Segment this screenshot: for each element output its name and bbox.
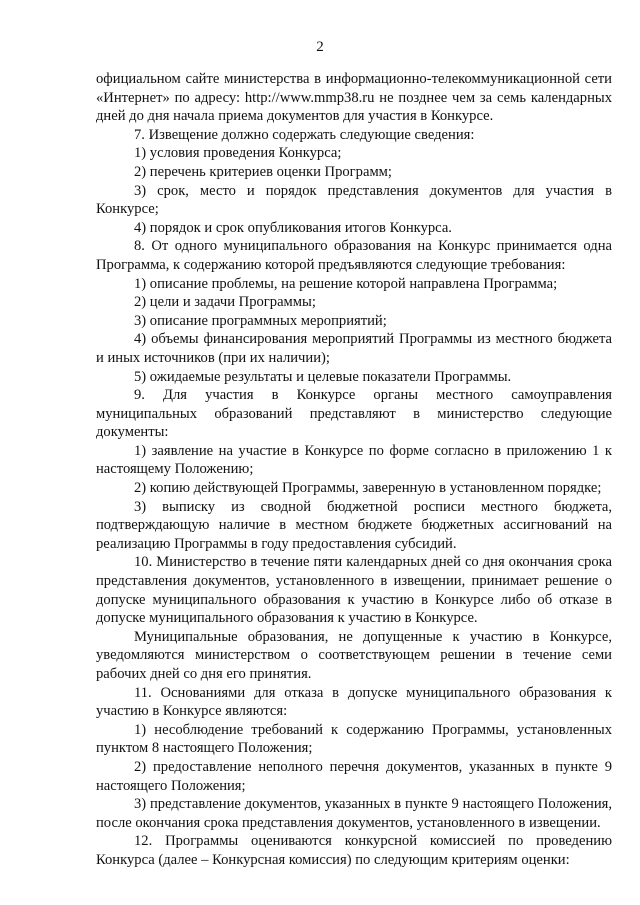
paragraph: 9. Для участия в Конкурсе органы местного самоуправления муниципальных образований представляют в министерство следующие документы: bbox=[96, 387, 612, 441]
paragraph: 2) цели и задачи Программы; bbox=[134, 294, 316, 311]
paragraph: официальном сайте министерства в информационно-телекоммуникационной сети «Интернет» по адресу: http://www.mmp38.ru не позднее чем за семь календарных дней до дня начала приема документов для участия в Конкурсе. bbox=[96, 71, 612, 125]
paragraph: 4) порядок и срок опубликования итогов Конкурса. bbox=[134, 219, 452, 236]
paragraph: 3) выписку из сводной бюджетной росписи местного бюджета, подтверждающую наличие в местном бюджете бюджетных ассигнований на реализацию Программы в году предоставления субсидий. bbox=[96, 498, 612, 552]
paragraph: 3) срок, место и порядок представления документов для участия в Конкурсе; bbox=[96, 182, 612, 218]
paragraph: Муниципальные образования, не допущенные к участию в Конкурсе, уведомляются министерством о соответствующем решении в течение семи рабочих дней со дня его принятия. bbox=[96, 628, 612, 682]
paragraph: 5) ожидаемые результаты и целевые показатели Программы. bbox=[134, 368, 512, 385]
paragraph: 8. От одного муниципального образования на Конкурс принимается одна Программа, к содержанию которой предъявляются следующие требования: bbox=[96, 238, 612, 273]
paragraph: 11. Основаниями для отказа в допуске муниципального образования к участию в Конкурсе являются: bbox=[96, 684, 612, 720]
paragraph: 3) описание программных мероприятий; bbox=[134, 312, 387, 329]
paragraph: 12. Программы оцениваются конкурсной комиссией по проведению Конкурса (далее – Конкурсная комиссия) по следующим критериям оценки: bbox=[96, 833, 612, 868]
paragraph: 1) несоблюдение требований к содержанию Программы, установленных пунктом 8 настоящего Положения; bbox=[96, 721, 612, 757]
paragraph: 3) представление документов, указанных в пункте 9 настоящего Положения, после окончания срока представления документов, установленного в извещении. bbox=[96, 796, 612, 831]
paragraph: 1) заявление на участие в Конкурсе по форме согласно в приложению 1 к настоящему Положению; bbox=[96, 442, 612, 478]
paragraph: 10. Министерство в течение пяти календарных дней со дня окончания срока представления документов, установленного в извещении, принимает решение о допуске муниципального образования к участию в Конкурсе либо об отказе в допуске муниципального образования к участию в Конкурсе. bbox=[96, 554, 612, 627]
paragraph: 2) перечень критериев оценки Программ; bbox=[134, 163, 392, 180]
page-number: 2 bbox=[316, 39, 324, 55]
paragraph: 1) описание проблемы, на решение которой направлена Программа; bbox=[134, 275, 558, 292]
paragraph: 4) объемы финансирования мероприятий Программы из местного бюджета и иных источников (при их наличии); bbox=[96, 331, 612, 366]
paragraph: 2) предоставление неполного перечня документов, указанных в пункте 9 настоящего Положения; bbox=[96, 758, 612, 794]
paragraph: 1) условия проведения Конкурса; bbox=[134, 145, 342, 162]
paragraph: 7. Извещение должно содержать следующие сведения: bbox=[134, 126, 475, 143]
document-body bbox=[96, 70, 612, 870]
paragraph: 2) копию действующей Программы, заверенную в установленном порядке; bbox=[134, 480, 602, 497]
